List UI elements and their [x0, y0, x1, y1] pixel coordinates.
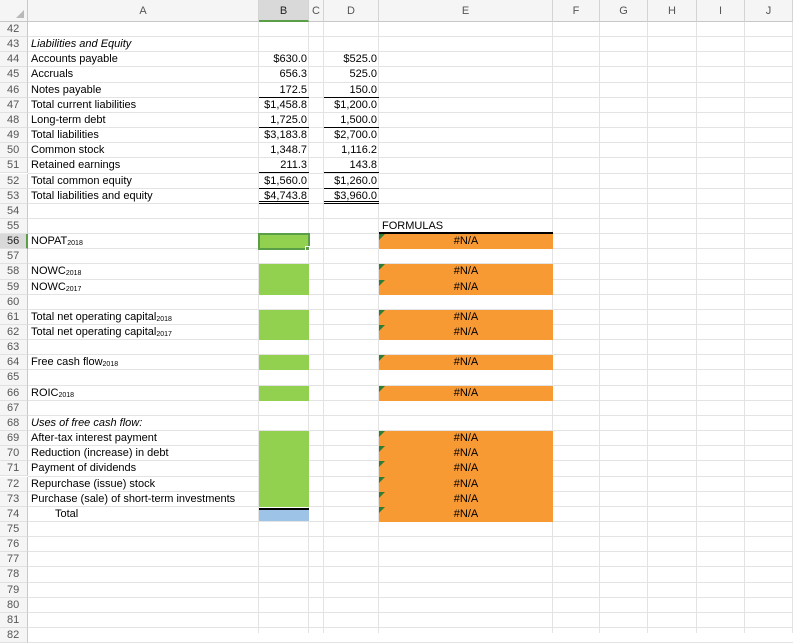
line-item-label: Total liabilities and equity — [31, 189, 153, 202]
row-header-53[interactable]: 53 — [0, 189, 28, 204]
line-item-label: Accruals — [31, 68, 74, 81]
value-2018[interactable]: 211.3 — [259, 158, 309, 173]
row-header-45[interactable]: 45 — [0, 67, 28, 82]
row-header-48[interactable]: 48 — [0, 113, 28, 128]
value-2018[interactable]: $4,743.8 — [259, 189, 309, 204]
row-header-66[interactable]: 66 — [0, 386, 28, 401]
calc-label-nowc-2017 — [28, 280, 259, 295]
row-header-67[interactable]: 67 — [0, 401, 28, 416]
formula-result-na[interactable]: #N/A — [453, 235, 479, 248]
column-header-j[interactable]: J — [745, 0, 793, 22]
row-header-62[interactable]: 62 — [0, 325, 28, 340]
error-indicator-icon[interactable] — [379, 264, 385, 270]
calc-label-text: ROIC — [31, 386, 59, 399]
uses-heading: Uses of free cash flow: — [31, 416, 143, 429]
row-header-57[interactable]: 57 — [0, 249, 28, 264]
calc-label-text: Total net operating capital — [31, 326, 157, 338]
row-header-49[interactable]: 49 — [0, 128, 28, 143]
value-2018[interactable]: 656.3 — [279, 68, 307, 81]
formula-result-na[interactable]: #N/A — [453, 447, 479, 460]
input-cell-fill[interactable] — [259, 386, 309, 401]
value-2017[interactable]: $2,700.0 — [334, 129, 377, 142]
calc-label-text: NOPAT — [31, 235, 68, 248]
error-indicator-icon[interactable] — [379, 431, 385, 437]
row-header-72[interactable]: 72 — [0, 477, 28, 492]
input-cell-fill[interactable] — [259, 264, 309, 294]
error-indicator-icon[interactable] — [379, 325, 385, 331]
formula-result-na[interactable]: #N/A — [453, 265, 479, 278]
calc-label-year: 2018 — [67, 240, 83, 248]
row-header-59[interactable]: 59 — [0, 280, 28, 295]
column-header-i[interactable]: I — [697, 0, 745, 22]
value-2017[interactable]: $1,260.0 — [324, 174, 379, 189]
value-2018[interactable]: $1,560.0 — [259, 174, 309, 189]
calc-label-nowc-2018 — [28, 264, 259, 279]
column-header-a[interactable]: A — [28, 0, 259, 22]
row-header-77[interactable]: 77 — [0, 552, 28, 567]
line-item-label: Accounts payable — [31, 53, 118, 66]
line-item-label: Total current liabilities — [31, 98, 137, 111]
row-header-73[interactable]: 73 — [0, 492, 28, 507]
error-indicator-icon[interactable] — [379, 477, 385, 483]
line-item-label: Long-term debt — [31, 113, 106, 126]
formula-result-na[interactable]: #N/A — [453, 462, 479, 475]
value-2017[interactable]: 1,116.2 — [341, 144, 377, 157]
row-header-80[interactable]: 80 — [0, 598, 28, 613]
column-header-h[interactable]: H — [648, 0, 697, 22]
formulas-label: FORMULAS — [382, 219, 444, 232]
column-header-e[interactable]: E — [379, 0, 553, 22]
gridline-h — [28, 612, 793, 613]
row-header-69[interactable]: 69 — [0, 431, 28, 446]
row-header-46[interactable]: 46 — [0, 83, 28, 98]
value-2018[interactable]: 1,725.0 — [259, 113, 309, 128]
calc-label-year: 2018 — [58, 391, 75, 399]
column-header-c[interactable]: C — [309, 0, 324, 22]
input-cell-fill[interactable] — [259, 355, 309, 370]
line-item-label: Notes payable — [31, 83, 102, 96]
gridline-h — [28, 627, 793, 628]
input-cell-fill[interactable] — [259, 310, 309, 340]
row-header-43[interactable]: 43 — [0, 37, 28, 52]
select-all-corner[interactable] — [0, 0, 28, 22]
value-2018[interactable]: 1,348.7 — [270, 144, 307, 157]
formula-result-na[interactable]: #N/A — [453, 507, 479, 520]
row-header-47[interactable]: 47 — [0, 98, 28, 113]
row-header-75[interactable]: 75 — [0, 522, 28, 537]
error-indicator-icon[interactable] — [379, 461, 385, 467]
calc-label-year: 2018 — [156, 315, 172, 323]
calc-label-year: 2018 — [65, 270, 82, 278]
row-header-60[interactable]: 60 — [0, 295, 28, 310]
formula-result-na[interactable]: #N/A — [453, 356, 479, 369]
value-2017[interactable]: 150.0 — [324, 83, 379, 98]
calc-label-text: Total net operating capital — [31, 310, 157, 323]
row-header-42[interactable]: 42 — [0, 22, 28, 37]
row-header-58[interactable]: 58 — [0, 264, 28, 279]
row-header-74[interactable]: 74 — [0, 507, 28, 522]
fill-handle[interactable] — [305, 246, 310, 251]
error-indicator-icon[interactable] — [379, 386, 385, 392]
value-2017[interactable]: 1,500.0 — [324, 113, 379, 128]
calc-label-nopat — [28, 234, 259, 249]
gridline-v — [599, 22, 600, 633]
error-indicator-icon[interactable] — [379, 310, 385, 316]
calc-label-tnoc-2017 — [28, 325, 259, 340]
column-header-f[interactable]: F — [553, 0, 600, 22]
row-header-76[interactable]: 76 — [0, 537, 28, 552]
line-item-label: Retained earnings — [31, 159, 121, 172]
total-input-cell[interactable] — [259, 508, 309, 521]
selected-cell-border[interactable] — [258, 233, 310, 250]
uses-item-label: Payment of dividends — [31, 462, 137, 475]
value-2017[interactable]: 525.0 — [349, 68, 377, 81]
error-indicator-icon[interactable] — [379, 280, 385, 286]
line-item-label: Total liabilities — [31, 129, 99, 142]
row-header-54[interactable]: 54 — [0, 204, 28, 219]
row-header-82[interactable]: 82 — [0, 628, 28, 643]
gridline-h — [28, 582, 793, 583]
error-indicator-icon[interactable] — [379, 234, 385, 240]
row-header-71[interactable]: 71 — [0, 461, 28, 476]
line-item-label: Total common equity — [31, 174, 132, 187]
row-header-55[interactable]: 55 — [0, 219, 28, 234]
calc-label-tnoc-2018 — [28, 310, 259, 325]
row-header-81[interactable]: 81 — [0, 613, 28, 628]
calc-label-text: NOWC — [31, 265, 66, 278]
column-header-b[interactable]: B — [259, 0, 309, 22]
value-2018[interactable]: $1,458.8 — [264, 98, 307, 111]
column-header-d[interactable]: D — [324, 0, 379, 22]
calc-label-text: Free cash flow — [31, 356, 103, 369]
calc-label-year: 2017 — [65, 285, 82, 293]
calc-label-year: 2017 — [156, 331, 172, 338]
formula-result-na[interactable]: #N/A — [453, 492, 479, 505]
calc-label-fcf — [28, 355, 259, 370]
gridline-h — [28, 566, 793, 567]
column-header-g[interactable]: G — [600, 0, 648, 22]
value-2018[interactable]: 172.5 — [259, 83, 309, 98]
liabilities-heading: Liabilities and Equity — [31, 38, 132, 51]
row-header-52[interactable]: 52 — [0, 174, 28, 189]
value-2017[interactable]: $3,960.0 — [324, 189, 379, 204]
gridline-v — [647, 22, 648, 633]
gridline-h — [28, 551, 793, 552]
value-2017[interactable]: $1,200.0 — [334, 98, 377, 111]
row-header-63[interactable]: 63 — [0, 340, 28, 355]
row-header-51[interactable]: 51 — [0, 158, 28, 173]
value-2018[interactable]: $630.0 — [273, 53, 307, 66]
value-2017[interactable]: 143.8 — [324, 158, 379, 173]
formula-result-na[interactable]: #N/A — [453, 477, 479, 490]
formula-result-na[interactable]: #N/A — [453, 386, 479, 399]
gridline-h — [28, 536, 793, 537]
formula-result-na[interactable]: #N/A — [453, 326, 479, 338]
row-header-68[interactable]: 68 — [0, 416, 28, 431]
gridline-v — [744, 22, 745, 633]
total-label: Total — [55, 507, 79, 520]
input-cell-fill[interactable] — [259, 431, 309, 507]
line-item-label: Common stock — [31, 144, 105, 157]
row-header-44[interactable]: 44 — [0, 52, 28, 67]
calc-label-text: NOWC — [31, 280, 66, 293]
gridline-v — [696, 22, 697, 633]
calc-label-year: 2018 — [102, 361, 119, 369]
error-indicator-icon[interactable] — [379, 355, 385, 361]
row-header-50[interactable]: 50 — [0, 143, 28, 158]
row-header-61[interactable]: 61 — [0, 310, 28, 325]
uses-item-label: Purchase (sale) of short-term investments — [31, 492, 236, 505]
uses-item-label: Repurchase (issue) stock — [31, 477, 156, 490]
row-header-56[interactable]: 56 — [0, 234, 28, 249]
error-indicator-icon[interactable] — [379, 446, 385, 452]
row-header-65[interactable]: 65 — [0, 370, 28, 385]
error-indicator-icon[interactable] — [379, 492, 385, 498]
formula-result-na[interactable]: #N/A — [453, 432, 479, 445]
row-header-64[interactable]: 64 — [0, 355, 28, 370]
value-2017[interactable]: $525.0 — [343, 53, 377, 66]
row-header-78[interactable]: 78 — [0, 567, 28, 582]
row-header-70[interactable]: 70 — [0, 446, 28, 461]
error-indicator-icon[interactable] — [379, 507, 385, 513]
row-header-79[interactable]: 79 — [0, 583, 28, 598]
gridline-h — [28, 597, 793, 598]
formula-result-na[interactable]: #N/A — [453, 310, 479, 323]
uses-item-label: After-tax interest payment — [31, 432, 157, 445]
value-2018[interactable]: $3,183.8 — [264, 129, 307, 142]
calc-label-roic — [28, 386, 259, 401]
formula-result-na[interactable]: #N/A — [453, 280, 479, 293]
uses-item-label: Reduction (increase) in debt — [31, 447, 169, 460]
